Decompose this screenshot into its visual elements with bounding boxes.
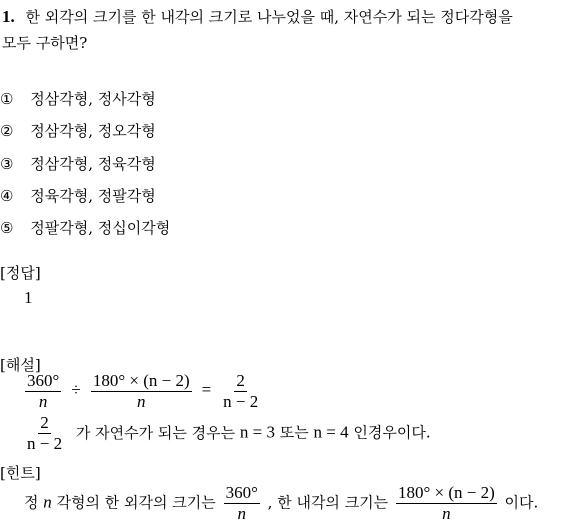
divide-sign: ÷ [71, 380, 81, 400]
explanation-text: 인경우이다. [353, 423, 431, 442]
choice-2[interactable] [0, 120, 156, 141]
explanation-line-2 [22, 414, 431, 453]
choice-1[interactable] [0, 88, 156, 109]
question-line-1 [2, 6, 513, 27]
fraction [25, 414, 64, 453]
choice-4[interactable] [0, 185, 156, 206]
choice-text: 정삼각형, 정오각형 [30, 122, 156, 140]
hint-text: 이다. [504, 493, 539, 512]
hint-variable: n [43, 492, 52, 512]
fraction-numerator: 2 [236, 371, 245, 390]
fraction-numerator: 180° × (n − 2) [92, 371, 190, 390]
fraction-denominator: n [38, 392, 48, 411]
hint-text: 각형의 한 외각의 크기는 [56, 493, 216, 512]
fraction-numerator: 360° [225, 483, 258, 502]
condition-n-4: n = 4 [313, 422, 349, 442]
choice-marker: ② [0, 122, 14, 140]
fraction-denominator: n [136, 392, 146, 411]
condition-n-3: n = 3 [239, 422, 275, 442]
question-text: 한 외각의 크기를 한 내각의 크기로 나누었을 때, 자연수가 되는 정다각형을 [25, 8, 513, 26]
hint-line [24, 484, 538, 523]
choice-marker: ③ [0, 155, 14, 173]
fraction [221, 372, 260, 411]
explanation-text: 또는 [279, 423, 309, 442]
choice-marker: ① [0, 90, 14, 108]
fraction-denominator: n [442, 504, 451, 523]
question-number: 1. [2, 7, 15, 26]
choice-text: 정팔각형, 정십이각형 [30, 219, 171, 237]
choice-text: 정삼각형, 정육각형 [30, 155, 156, 173]
choice-text: 정삼각형, 정사각형 [30, 90, 156, 108]
equals-sign: = [201, 380, 212, 400]
fraction [25, 372, 61, 411]
question-line-2: 모두 구하면? [2, 34, 88, 52]
choice-marker: ⑤ [0, 219, 14, 237]
answer-value: 1 [24, 288, 33, 307]
fraction [224, 484, 260, 523]
fraction-denominator: n [237, 504, 246, 523]
choice-3[interactable] [0, 153, 156, 174]
hint-header: [힌트] [0, 464, 41, 482]
fraction-numerator: 2 [40, 413, 49, 432]
fraction-denominator: n − 2 [27, 434, 63, 453]
explanation-text: 가 자연수가 되는 경우는 [75, 423, 236, 442]
hint-text: , 한 내각의 크기는 [267, 493, 389, 512]
hint-text: 정 [24, 493, 39, 512]
fraction-numerator: 180° × (n − 2) [397, 483, 495, 502]
answer-header: [정답] [0, 264, 41, 282]
fraction [396, 484, 497, 523]
fraction-numerator: 360° [27, 371, 60, 390]
explanation-header: [해설] [0, 356, 41, 374]
fraction [91, 372, 192, 411]
choice-text: 정육각형, 정팔각형 [30, 187, 156, 205]
choice-5[interactable] [0, 217, 170, 238]
fraction-denominator: n − 2 [223, 392, 259, 411]
explanation-formula [22, 372, 263, 411]
choice-marker: ④ [0, 187, 14, 205]
